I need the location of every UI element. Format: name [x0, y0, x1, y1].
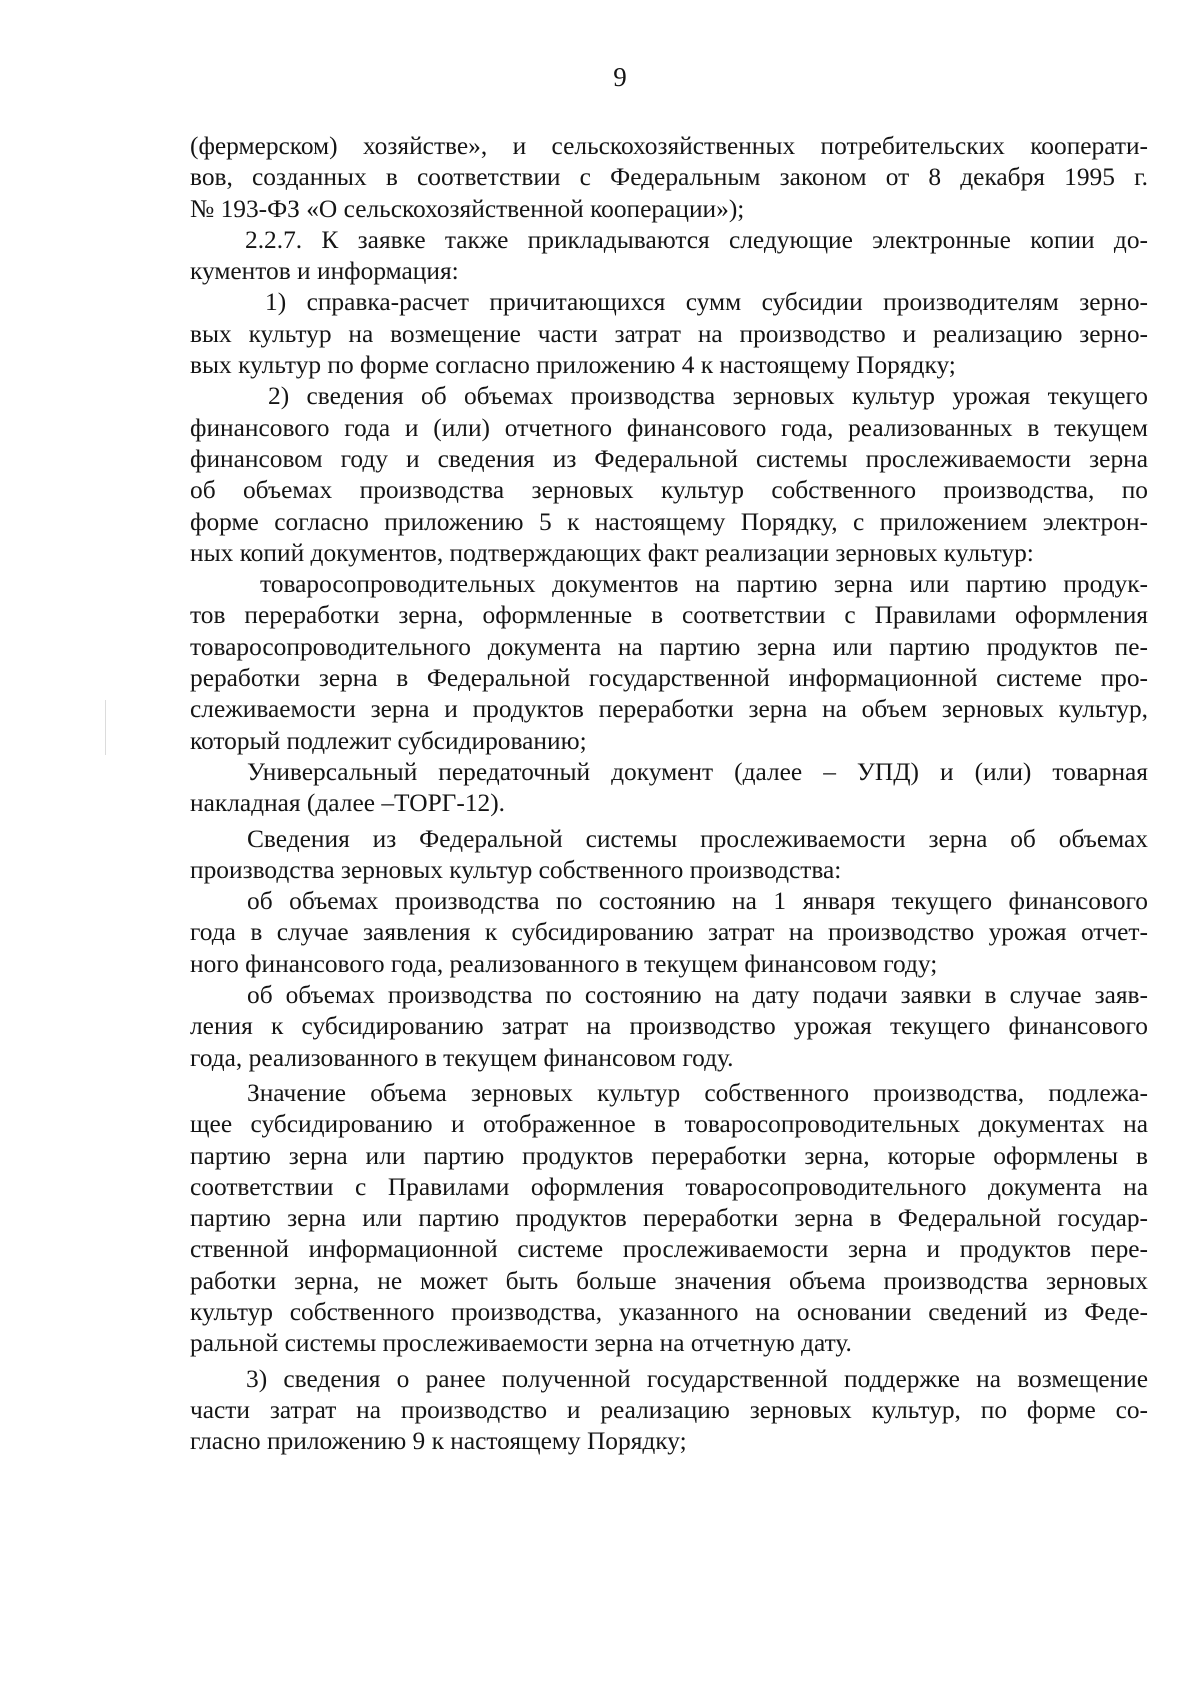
paragraph-traceability-info — [190, 824, 1148, 887]
paragraph-volume-value — [190, 1078, 1148, 1360]
text-line: финансовом году и сведения из Федеральной системы прослеживаемости зерна — [190, 444, 1148, 473]
text-line: гласно приложению 9 к настоящему Порядку; — [190, 1427, 687, 1456]
text-line: об объемах производства по состоянию на дату подачи заявки в случае заяв- — [247, 981, 1148, 1010]
text-line: 1) справка-расчет причитающихся сумм субсидии производителям зерно- — [265, 288, 1148, 317]
text-line: Сведения из Федеральной системы прослеживаемости зерна об объемах — [247, 824, 1148, 853]
text-line: 2.2.7. К заявке также прикладываются следующие электронные копии до- — [245, 225, 1148, 254]
text-line: который подлежит субсидированию; — [190, 726, 587, 755]
text-line: ления к субсидированию затрат на производство урожая текущего финансового — [190, 1012, 1148, 1041]
text-line: года в случае заявления к субсидированию затрат на производство урожая отчет- — [190, 918, 1148, 947]
text-line: щее субсидированию и отображенное в товаросопроводительных документах на — [190, 1110, 1148, 1139]
text-line: 3) сведения о ранее полученной государственной поддержке на возмещение — [246, 1364, 1148, 1393]
text-line: об объемах производства по состоянию на 1 января текущего финансового — [247, 887, 1148, 916]
text-line: форме согласно приложению 5 к настоящему Порядку, с приложением электрон- — [190, 507, 1148, 536]
text-line: соответствии с Правилами оформления товаросопроводительного документа на — [190, 1172, 1148, 1201]
text-line: части затрат на производство и реализацию зерновых культур, по форме со- — [190, 1395, 1148, 1424]
text-line: накладная (далее –ТОРГ-12). — [190, 789, 506, 818]
text-line: ных копий документов, подтверждающих факт реализации зерновых культур: — [190, 538, 1034, 567]
paragraph-item-1 — [190, 287, 1148, 381]
text-line: Значение объема зерновых культур собственного производства, подлежа- — [247, 1078, 1148, 1107]
document-body — [190, 131, 1148, 1457]
text-line: финансового года и (или) отчетного финансового года, реализованных в текущем — [190, 413, 1148, 442]
text-line: производства зерновых культур собственного производства: — [190, 855, 842, 884]
text-line: года, реализованного в текущем финансовом году. — [190, 1043, 734, 1072]
paragraph-2-2-7 — [190, 225, 1148, 288]
text-line: товаросопроводительного документа на партию зерна или партию продуктов пе- — [190, 632, 1148, 661]
text-line: кументов и информация: — [190, 257, 459, 286]
scan-artifact-line — [105, 700, 106, 755]
paragraph-item-2 — [190, 381, 1148, 569]
paragraph-farm-cooperatives — [190, 131, 1148, 225]
text-line: ственной информационной системе прослеживаемости зерна и продуктов пере- — [190, 1235, 1148, 1264]
paragraph-as-of-january — [190, 886, 1148, 980]
text-line: вов, созданных в соответствии с Федеральным законом от 8 декабря 1995 г. — [190, 163, 1148, 192]
text-line: вых культур на возмещение части затрат на производство и реализацию зерно- — [190, 319, 1148, 348]
text-line: товаросопроводительных документов на партию зерна или партию продук- — [260, 570, 1148, 599]
text-line: тов переработки зерна, оформленные в соответствии с Правилами оформления — [190, 601, 1148, 630]
text-line: вых культур по форме согласно приложению 4 к настоящему Порядку; — [190, 351, 956, 380]
paragraph-as-of-application-date — [190, 980, 1148, 1074]
text-line: об объемах производства зерновых культур собственного производства, по — [190, 476, 1148, 505]
text-line: Универсальный передаточный документ (далее – УПД) и (или) товарная — [247, 757, 1148, 786]
text-line: (фермерском) хозяйстве», и сельскохозяйственных потребительских кооперати- — [190, 132, 1148, 160]
text-line: № 193-ФЗ «О сельскохозяйственной кооперации»); — [190, 194, 745, 223]
text-line: работки зерна, не может быть больше значения объема производства зерновых — [190, 1266, 1148, 1295]
page-number: 9 — [613, 62, 627, 92]
text-line: партию зерна или партию продуктов переработки зерна в Федеральной государ- — [190, 1204, 1148, 1233]
paragraph-item-3 — [190, 1364, 1148, 1458]
text-line: реработки зерна в Федеральной государственной информационной системе про- — [190, 664, 1148, 693]
paragraph-waybill-documents — [190, 569, 1148, 757]
text-line: партию зерна или партию продуктов переработки зерна, которые оформлены в — [190, 1141, 1148, 1170]
text-line: ного финансового года, реализованного в текущем финансовом году; — [190, 949, 938, 978]
text-line: 2) сведения об объемах производства зерновых культур урожая текущего — [268, 382, 1148, 411]
text-line: культур собственного производства, указанного на основании сведений из Феде- — [190, 1297, 1148, 1326]
paragraph-upd — [190, 757, 1148, 820]
text-line: ральной системы прослеживаемости зерна на отчетную дату. — [190, 1329, 852, 1358]
text-line: слеживаемости зерна и продуктов переработки зерна на объем зерновых культур, — [190, 695, 1148, 724]
